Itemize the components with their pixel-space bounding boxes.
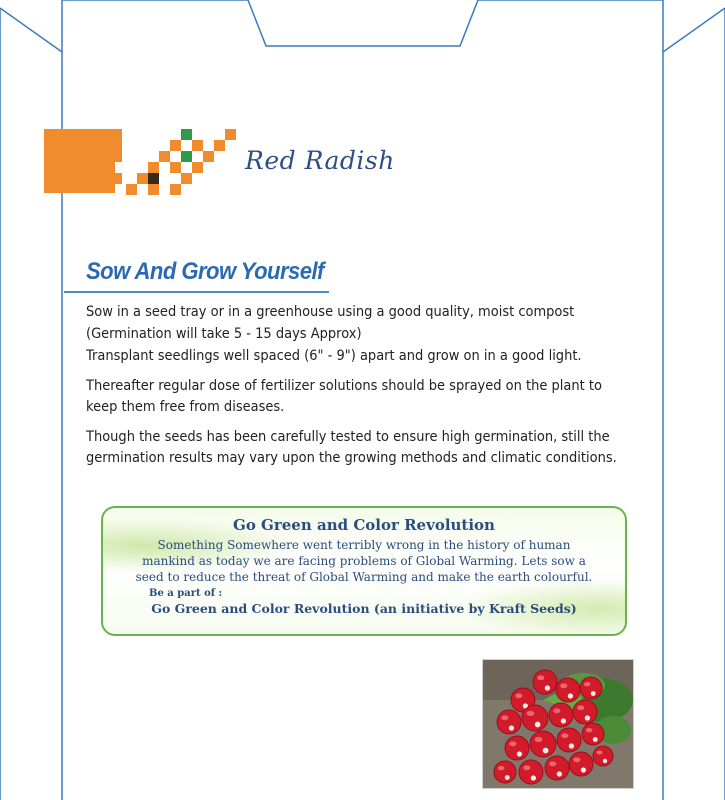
radish xyxy=(533,670,557,694)
radish-highlight xyxy=(537,675,544,680)
instruction-line: Thereafter regular dose of fertilizer solutions should be sprayed on the plant to xyxy=(86,378,602,394)
radish-tip xyxy=(517,751,522,756)
radish-tip xyxy=(557,771,562,776)
radish-tip xyxy=(568,693,573,698)
radish-tip xyxy=(505,775,510,780)
logo-pixel xyxy=(137,140,148,151)
radish-highlight xyxy=(586,728,593,732)
radish-highlight xyxy=(577,705,584,710)
radish-highlight xyxy=(573,757,580,762)
radish xyxy=(593,746,613,766)
instruction-line: (Germination will take 5 - 15 days Approx) xyxy=(86,326,362,342)
instruction-line: germination results may vary upon the growing methods and climatic conditions. xyxy=(86,450,617,466)
radish-highlight xyxy=(535,737,543,742)
campaign-title: Go Green and Color Revolution xyxy=(233,516,495,534)
radish-tip xyxy=(561,718,566,723)
logo-pixel xyxy=(137,173,148,184)
radish-photo xyxy=(482,659,634,789)
radish xyxy=(549,703,573,727)
logo-pixel xyxy=(181,151,192,162)
radish-tip xyxy=(535,722,541,728)
campaign-line: mankind as today we are facing problems of Global Warming. Lets sow a xyxy=(142,554,586,568)
logo-pixel xyxy=(192,162,203,173)
radish-tip xyxy=(545,685,550,690)
logo-pixel xyxy=(126,184,137,195)
radish xyxy=(573,700,597,724)
heading-underline xyxy=(64,291,329,293)
logo-pixel xyxy=(148,162,159,173)
logo-pixel xyxy=(192,140,203,151)
radish xyxy=(519,760,543,784)
radish xyxy=(545,756,569,780)
radish xyxy=(580,677,602,699)
be-a-part-label: Be a part of : xyxy=(149,588,223,599)
radish-highlight xyxy=(549,761,556,766)
radish-tip xyxy=(603,759,607,763)
logo-pixel xyxy=(159,173,170,184)
radish-tip xyxy=(585,715,590,720)
radish-highlight xyxy=(561,733,568,738)
radish-highlight xyxy=(523,765,530,770)
radish-highlight xyxy=(553,708,560,713)
campaign-line: Something Somewhere went terribly wrong in the history of human xyxy=(157,538,571,552)
instruction-line: Sow in a seed tray or in a greenhouse using a good quality, moist compost xyxy=(86,304,575,320)
radish-highlight xyxy=(515,693,522,698)
logo-pixel xyxy=(203,151,214,162)
radish xyxy=(497,710,521,734)
instruction-line: Though the seeds has been carefully tested to ensure high germination, still the xyxy=(86,429,610,445)
instructions-heading: Sow And Grow Yourself xyxy=(86,258,324,285)
radish xyxy=(582,723,604,745)
radish-highlight xyxy=(527,711,535,716)
logo-pixel xyxy=(225,129,236,140)
logo-pixel xyxy=(170,184,181,195)
radish-tip xyxy=(593,737,598,742)
radish-tip xyxy=(569,743,574,748)
radish-highlight xyxy=(498,766,505,770)
radish-highlight xyxy=(584,682,591,686)
radish-tip xyxy=(531,775,536,780)
radish xyxy=(556,678,580,702)
logo-orange-bar xyxy=(44,129,122,193)
radish-tip xyxy=(581,767,586,772)
radish xyxy=(522,705,548,731)
radish-bunch-image xyxy=(483,660,633,788)
radish-tip xyxy=(509,725,514,730)
radish xyxy=(530,731,556,757)
logo-pixel xyxy=(170,162,181,173)
logo-pixel xyxy=(126,151,137,162)
radish-highlight xyxy=(509,741,516,746)
product-name: Red Radish xyxy=(245,146,395,175)
radish-highlight xyxy=(501,715,508,720)
logo-pixel xyxy=(148,173,159,184)
initiative-line: Go Green and Color Revolution (an initiative by Kraft Seeds) xyxy=(151,601,577,616)
logo-pixel xyxy=(115,162,126,173)
campaign-panel xyxy=(101,506,627,636)
logo-pixel xyxy=(148,184,159,195)
logo-pixel xyxy=(170,140,181,151)
radish-tip xyxy=(591,691,596,696)
logo-pixel xyxy=(181,129,192,140)
radish xyxy=(557,728,581,752)
radish-highlight xyxy=(560,683,567,688)
logo-pixel xyxy=(214,140,225,151)
radish xyxy=(569,752,593,776)
radish-tip xyxy=(543,748,549,754)
radish xyxy=(505,736,529,760)
logo-pixel xyxy=(159,151,170,162)
logo-pixel xyxy=(115,184,126,195)
instruction-line: keep them free from diseases. xyxy=(86,399,285,415)
radish xyxy=(494,761,516,783)
instruction-line: Transplant seedlings well spaced (6" - 9") apart and grow on in a good light. xyxy=(86,348,582,364)
radish-highlight xyxy=(597,751,603,755)
logo-pixel xyxy=(181,173,192,184)
campaign-line: seed to reduce the threat of Global Warming and make the earth colourful. xyxy=(135,570,593,584)
